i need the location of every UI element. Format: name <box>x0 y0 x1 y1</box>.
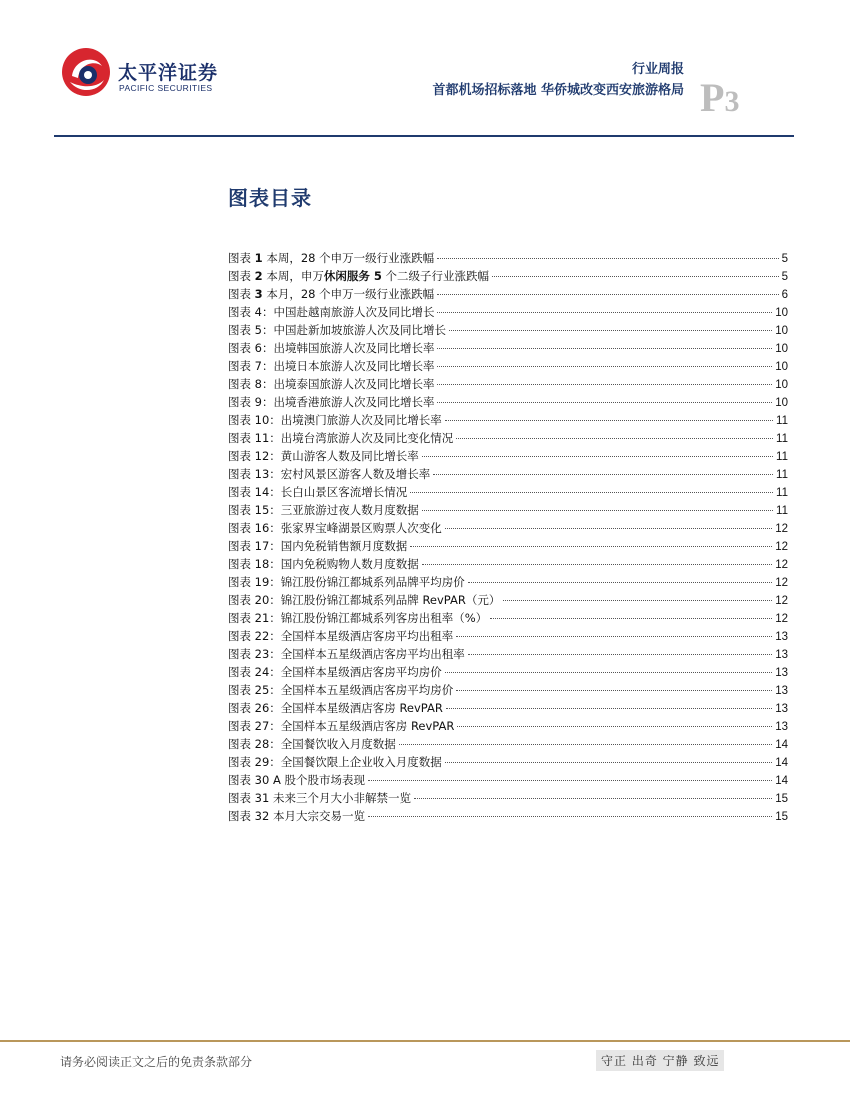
toc-entry-page: 12 <box>775 523 788 535</box>
toc-entry-label: 图表 19：锦江股份锦江都城系列品牌平均房价 <box>228 575 465 589</box>
toc-leader-dots <box>368 815 772 817</box>
report-title: 首都机场招标落地 华侨城改变西安旅游格局 <box>432 83 684 98</box>
toc-entry-number: 3 <box>254 287 263 301</box>
toc-entry-page: 10 <box>775 361 788 373</box>
toc-entry[interactable] <box>228 537 788 555</box>
toc-entry-label: 图表 17：国内免税销售额月度数据 <box>228 539 408 553</box>
toc-entry-label: 图表 24：全国样本星级酒店客房平均房价 <box>228 665 442 679</box>
toc-leader-dots <box>456 635 772 637</box>
toc-entry-label: 图表 5：中国赴新加坡旅游人次及同比增长 <box>228 323 446 337</box>
toc-entry[interactable] <box>228 771 788 789</box>
toc-leader-dots <box>490 617 772 619</box>
toc-entry[interactable] <box>228 501 788 519</box>
toc-entry-page: 12 <box>775 613 788 625</box>
toc-entry-label: 图表 28：全国餐饮收入月度数据 <box>228 737 396 751</box>
toc-entry-label: 图表 10：出境澳门旅游人次及同比增长率 <box>228 413 442 427</box>
toc-entry[interactable] <box>228 357 788 375</box>
toc-entry-page: 12 <box>775 559 788 571</box>
toc-leader-dots <box>437 383 772 385</box>
toc-entry-page: 11 <box>776 487 788 499</box>
toc-entry-label: 图表 7：出境日本旅游人次及同比增长率 <box>228 359 435 373</box>
toc-entry[interactable] <box>228 735 788 753</box>
disclaimer-note: 请务必阅读正文之后的免责条款部分 <box>60 1055 253 1069</box>
toc-entry-page: 11 <box>776 505 788 517</box>
toc-leader-dots <box>414 797 772 799</box>
header-divider <box>54 135 794 137</box>
toc-leader-dots <box>437 347 772 349</box>
toc-title: 图表目录 <box>228 186 312 210</box>
toc-leader-dots <box>456 689 772 691</box>
toc-entry-page: 13 <box>775 721 788 733</box>
toc-entry-label: 图表 13：宏村风景区游客人数及增长率 <box>228 467 431 481</box>
toc-entry[interactable] <box>228 753 788 771</box>
toc-entry-page: 12 <box>775 541 788 553</box>
toc-entry-page: 14 <box>775 757 788 769</box>
toc-entry[interactable] <box>228 303 788 321</box>
toc-entry-page: 10 <box>775 307 788 319</box>
toc-entry-label: 图表 14：长白山景区客流增长情况 <box>228 485 408 499</box>
toc-leader-dots <box>433 473 773 475</box>
toc-entry-page: 12 <box>775 577 788 589</box>
toc-entry-number: 2 <box>254 269 263 283</box>
toc-entry-page: 13 <box>775 631 788 643</box>
toc-leader-dots <box>422 563 772 565</box>
toc-leader-dots <box>422 509 773 511</box>
toc-entry-label: 图表 8：出境泰国旅游人次及同比增长率 <box>228 377 435 391</box>
logo-emblem-icon <box>60 46 112 98</box>
logo-english-name: PACIFIC SECURITIES <box>119 83 213 93</box>
toc-leader-dots <box>446 707 772 709</box>
toc-leader-dots <box>503 599 772 601</box>
toc-leader-dots <box>456 437 773 439</box>
toc-entry-text-rest: 个二级子行业涨跌幅 <box>381 269 489 283</box>
toc-entry-label: 图表 25：全国样本五星级酒店客房平均房价 <box>228 683 454 697</box>
toc-leader-dots <box>437 293 778 295</box>
toc-entry-page: 11 <box>776 451 788 463</box>
toc-entry-page: 11 <box>776 415 788 427</box>
toc-entry-label: 图表 16：张家界宝峰湖景区购票人次变化 <box>228 521 442 535</box>
toc-entry-page: 13 <box>775 667 788 679</box>
toc-entry-label <box>228 267 489 285</box>
toc-entry-text: 本周，28 个申万一级行业涨跌幅 <box>262 251 435 265</box>
toc-entry-label: 图表 29：全国餐饮限上企业收入月度数据 <box>228 755 442 769</box>
toc-entry[interactable] <box>228 519 788 537</box>
toc-entry-page: 10 <box>775 325 788 337</box>
toc-entry-page: 11 <box>776 469 788 481</box>
toc-entry-label <box>228 249 434 267</box>
logo-chinese-name: 太平洋证券 <box>118 62 219 84</box>
toc-entry-label: 图表 23：全国样本五星级酒店客房平均出租率 <box>228 647 465 661</box>
toc-entry[interactable] <box>228 717 788 735</box>
toc-entry-page: 13 <box>775 685 788 697</box>
toc-leader-dots <box>445 671 772 673</box>
toc-entry-page: 11 <box>776 433 788 445</box>
toc-entry-page: 10 <box>775 343 788 355</box>
toc-entry[interactable] <box>228 663 788 681</box>
toc-leader-dots <box>492 275 779 277</box>
toc-entry-label: 图表 11：出境台湾旅游人次及同比变化情况 <box>228 431 454 445</box>
toc-entry-label <box>228 285 434 303</box>
toc-entry-label: 图表 6：出境韩国旅游人次及同比增长率 <box>228 341 435 355</box>
toc-entry-label: 图表 31 未来三个月大小非解禁一览 <box>228 791 411 805</box>
toc-entry-page: 14 <box>775 775 788 787</box>
toc-entry-label: 图表 20：锦江股份锦江都城系列品牌 RevPAR（元） <box>228 593 501 607</box>
toc-entry-number: 1 <box>254 251 263 265</box>
toc-entry[interactable] <box>228 447 788 465</box>
toc-entry-bold-text: 休闲服务 5 <box>323 269 382 283</box>
company-motto: 守正 出奇 宁静 致远 <box>596 1050 724 1071</box>
company-logo <box>60 46 230 112</box>
toc-entry[interactable] <box>228 573 788 591</box>
toc-entry[interactable] <box>228 339 788 357</box>
toc-leader-dots <box>445 527 772 529</box>
report-type: 行业周报 <box>631 62 684 77</box>
toc-list <box>228 249 788 825</box>
toc-leader-dots <box>410 545 772 547</box>
toc-entry-text: 本月，28 个申万一级行业涨跌幅 <box>262 287 435 301</box>
toc-leader-dots <box>468 653 772 655</box>
toc-entry[interactable] <box>228 789 788 807</box>
toc-entry[interactable] <box>228 555 788 573</box>
toc-leader-dots <box>437 311 772 313</box>
toc-leader-dots <box>410 491 773 493</box>
toc-entry-label: 图表 12：黄山游客人数及同比增长率 <box>228 449 419 463</box>
toc-entry-page: 12 <box>775 595 788 607</box>
toc-entry[interactable] <box>228 321 788 339</box>
toc-leader-dots <box>445 761 772 763</box>
page-mark-number: 3 <box>724 85 740 118</box>
toc-leader-dots <box>449 329 772 331</box>
toc-entry-page: 10 <box>775 379 788 391</box>
toc-entry-page: 15 <box>775 793 788 805</box>
toc-leader-dots <box>437 257 778 259</box>
footer-divider <box>0 1040 850 1042</box>
page-number-mark <box>700 74 739 121</box>
toc-leader-dots <box>437 365 772 367</box>
toc-entry-page: 14 <box>775 739 788 751</box>
toc-entry[interactable] <box>228 465 788 483</box>
toc-entry[interactable] <box>228 429 788 447</box>
toc-entry[interactable] <box>228 681 788 699</box>
toc-entry-label: 图表 18：国内免税购物人数月度数据 <box>228 557 419 571</box>
toc-entry-label: 图表 9：出境香港旅游人次及同比增长率 <box>228 395 435 409</box>
toc-leader-dots <box>437 401 772 403</box>
page-mark-letter: P <box>700 75 725 120</box>
toc-entry-page: 15 <box>775 811 788 823</box>
toc-leader-dots <box>422 455 773 457</box>
toc-entry-label: 图表 26：全国样本星级酒店客房 RevPAR <box>228 701 443 715</box>
toc-entry-page: 13 <box>775 703 788 715</box>
toc-entry[interactable] <box>228 645 788 663</box>
toc-entry[interactable] <box>228 609 788 627</box>
toc-entry-label: 图表 4：中国赴越南旅游人次及同比增长 <box>228 305 435 319</box>
toc-entry-label: 图表 22：全国样本星级酒店客房平均出租率 <box>228 629 454 643</box>
toc-entry-prefix: 图表 <box>228 251 255 265</box>
toc-entry[interactable] <box>228 393 788 411</box>
toc-entry-label: 图表 21：锦江股份锦江都城系列客房出租率（%） <box>228 611 488 625</box>
toc-entry[interactable] <box>228 249 788 267</box>
toc-leader-dots <box>445 419 773 421</box>
toc-entry[interactable] <box>228 285 788 303</box>
toc-entry-page: 5 <box>781 253 788 265</box>
toc-entry[interactable] <box>228 627 788 645</box>
toc-entry-prefix: 图表 <box>228 269 255 283</box>
toc-entry-page: 6 <box>781 289 788 301</box>
toc-entry-label: 图表 30 A 股个股市场表现 <box>228 773 365 787</box>
toc-entry[interactable] <box>228 267 788 285</box>
toc-entry-label: 图表 27：全国样本五星级酒店客房 RevPAR <box>228 719 455 733</box>
toc-entry[interactable] <box>228 699 788 717</box>
toc-entry-label: 图表 32 本月大宗交易一览 <box>228 809 365 823</box>
toc-entry[interactable] <box>228 411 788 429</box>
toc-entry-text: 本周，申万 <box>262 269 324 283</box>
toc-entry-page: 13 <box>775 649 788 661</box>
toc-leader-dots <box>368 779 772 781</box>
toc-leader-dots <box>457 725 772 727</box>
toc-entry[interactable] <box>228 375 788 393</box>
toc-entry-prefix: 图表 <box>228 287 255 301</box>
toc-entry[interactable] <box>228 591 788 609</box>
toc-entry[interactable] <box>228 807 788 825</box>
toc-leader-dots <box>468 581 772 583</box>
toc-leader-dots <box>399 743 772 745</box>
toc-entry-page: 10 <box>775 397 788 409</box>
toc-entry-page: 5 <box>781 271 788 283</box>
toc-entry-label: 图表 15：三亚旅游过夜人数月度数据 <box>228 503 419 517</box>
toc-entry[interactable] <box>228 483 788 501</box>
